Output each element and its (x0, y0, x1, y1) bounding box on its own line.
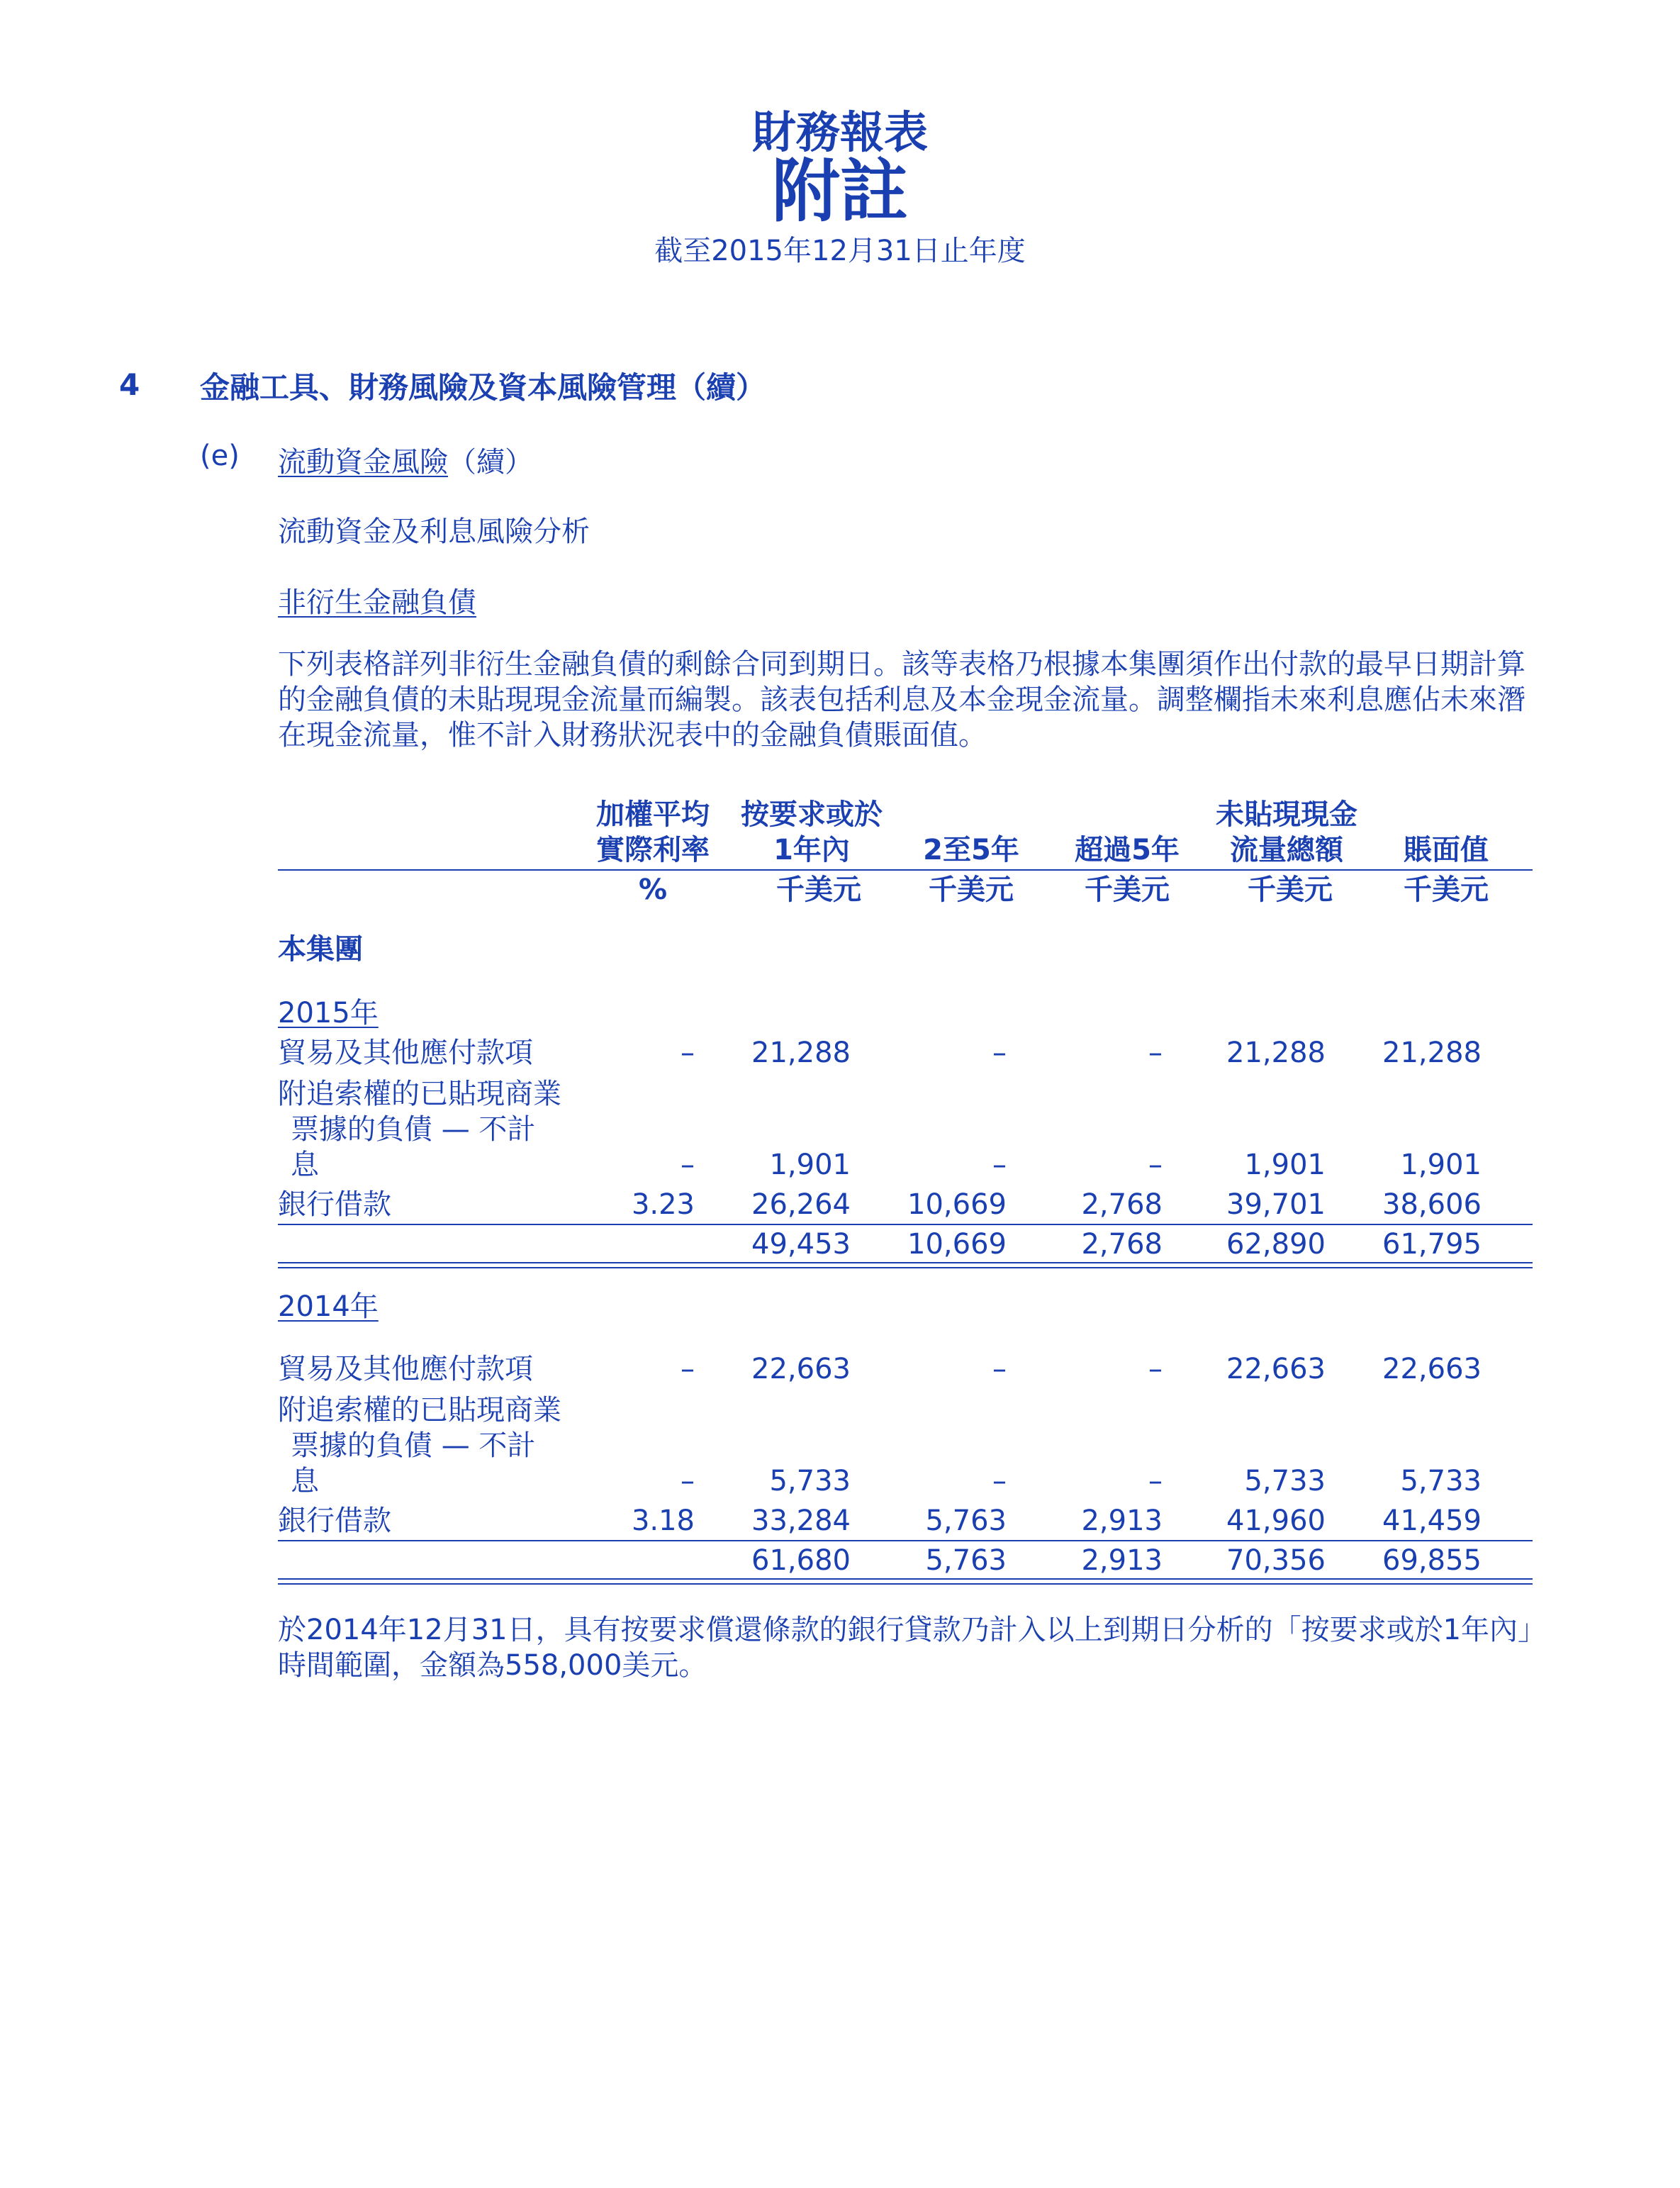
subtotal-rule-2015 (278, 1224, 1533, 1225)
row-label: 銀行借款 (278, 1505, 391, 1537)
cell-over5y: – (1148, 1149, 1163, 1181)
cell-carrying: 5,733 (1400, 1465, 1482, 1497)
cell-2-5y: – (992, 1037, 1007, 1069)
subsection-title-text: 流動資金風險 (278, 446, 448, 479)
footnote: 於2014年12月31日，具有按要求償還條款的銀行貸款乃計入以上到期日分析的「按要求或於1年內」時間範圍，金額為558,000美元。 (278, 1614, 1533, 1682)
cell-total: 22,663 (1226, 1353, 1326, 1385)
col-header-within1y-line1: 按要求或於 (741, 798, 883, 831)
cell-within1y: 22,663 (751, 1353, 851, 1385)
report-title: 財務報表 (751, 106, 928, 158)
cell-total: 5,733 (1244, 1465, 1326, 1497)
cell-total: 1,901 (1244, 1149, 1326, 1181)
notes-title: 附註 (772, 152, 908, 231)
cell-rate: – (681, 1465, 695, 1497)
row-label: 息 (291, 1149, 319, 1181)
cell-over5y: – (1148, 1465, 1163, 1497)
cell-within1y: 26,264 (751, 1188, 851, 1221)
col-header-over5y: 超過5年 (1075, 834, 1180, 866)
analysis-title: 流動資金及利息風險分析 (278, 515, 590, 548)
col-header-within1y-line2: 1年內 (773, 834, 850, 866)
cell-2-5y: – (992, 1353, 1007, 1385)
section-number: 4 (119, 367, 140, 402)
category-title: 非衍生金融負債 (278, 586, 476, 619)
cell-over5y: 2,768 (1081, 1188, 1163, 1221)
total-carrying: 61,795 (1382, 1228, 1482, 1261)
total-over5y: 2,768 (1081, 1228, 1163, 1261)
cell-rate: – (681, 1149, 695, 1181)
total-over5y: 2,913 (1081, 1544, 1163, 1577)
group-label: 本集團 (278, 933, 363, 966)
total-within1y: 61,680 (751, 1544, 851, 1577)
unit-rate: % (638, 873, 668, 906)
total-total: 70,356 (1226, 1544, 1326, 1577)
total-carrying: 69,855 (1382, 1544, 1482, 1577)
cell-rate: 3.23 (631, 1188, 695, 1221)
cell-total: 41,960 (1226, 1505, 1326, 1537)
subsection-label: (e) (200, 440, 240, 472)
total-total: 62,890 (1226, 1228, 1326, 1261)
double-rule-bottom-2015 (278, 1267, 1533, 1268)
col-header-total-line1: 未貼現現金 (1216, 798, 1357, 831)
cell-carrying: 1,901 (1400, 1149, 1482, 1181)
col-header-2-5y: 2至5年 (923, 834, 1019, 866)
total-within1y: 49,453 (751, 1228, 851, 1261)
cell-rate: 3.18 (631, 1505, 695, 1537)
total-2-5y: 5,763 (925, 1544, 1007, 1577)
double-rule-top-2014 (278, 1578, 1533, 1580)
col-header-rate-line2: 實際利率 (596, 834, 710, 866)
unit-within1y: 千美元 (776, 873, 861, 906)
cell-2-5y: – (992, 1465, 1007, 1497)
cell-carrying: 22,663 (1382, 1353, 1482, 1385)
cell-total: 39,701 (1226, 1188, 1326, 1221)
unit-over5y: 千美元 (1085, 873, 1170, 906)
total-2-5y: 10,669 (907, 1228, 1007, 1261)
row-label: 附追索權的已貼現商業 (278, 1078, 561, 1110)
row-label: 貿易及其他應付款項 (278, 1037, 533, 1069)
cell-within1y: 1,901 (769, 1149, 851, 1181)
cell-total: 21,288 (1226, 1037, 1326, 1069)
cell-2-5y: 5,763 (925, 1505, 1007, 1537)
col-header-total-line2: 流量總額 (1230, 834, 1343, 866)
row-label: 息 (291, 1465, 319, 1497)
intro-paragraph: 下列表格詳列非衍生金融負債的剩餘合同到期日。該等表格乃根據本集團須作出付款的最早日期計算的金融負債的未貼現現金流量而編製。該表包括利息及本金現金流量。調整欄指未來利息應佔未來潛在現金流量，惟不計入財務狀況表中的金融負債賬面值。 (278, 648, 1525, 752)
section-title: 金融工具、財務風險及資本風險管理（續） (200, 370, 766, 405)
year-2014-label: 2014年 (278, 1290, 379, 1323)
unit-2-5y: 千美元 (929, 873, 1014, 906)
cell-over5y: – (1148, 1037, 1163, 1069)
unit-total: 千美元 (1248, 873, 1333, 906)
cell-carrying: 38,606 (1382, 1188, 1482, 1221)
cell-carrying: 41,459 (1382, 1505, 1482, 1537)
double-rule-bottom-2014 (278, 1583, 1533, 1585)
double-rule-top-2015 (278, 1262, 1533, 1263)
cell-within1y: 21,288 (751, 1037, 851, 1069)
row-label: 貿易及其他應付款項 (278, 1353, 533, 1385)
row-label: 附追索權的已貼現商業 (278, 1394, 561, 1427)
cell-2-5y: 10,669 (907, 1188, 1007, 1221)
cell-rate: – (681, 1353, 695, 1385)
subsection-title-suffix: （續） (448, 446, 533, 479)
cell-within1y: 33,284 (751, 1505, 851, 1537)
cell-over5y: – (1148, 1353, 1163, 1385)
cell-carrying: 21,288 (1382, 1037, 1482, 1069)
cell-rate: – (681, 1037, 695, 1069)
year-2015-label: 2015年 (278, 997, 379, 1029)
subsection-title (278, 440, 533, 480)
row-label: 票據的負債 — 不計 (291, 1113, 536, 1146)
row-label: 票據的負債 — 不計 (291, 1429, 536, 1462)
col-header-carrying: 賬面值 (1404, 834, 1489, 866)
cell-2-5y: – (992, 1149, 1007, 1181)
row-label: 銀行借款 (278, 1188, 391, 1221)
cell-over5y: 2,913 (1081, 1505, 1163, 1537)
header-rule (278, 869, 1533, 871)
col-header-rate-line1: 加權平均 (596, 798, 710, 831)
period-label: 截至2015年12月31日止年度 (654, 235, 1026, 267)
unit-carrying: 千美元 (1404, 873, 1489, 906)
subtotal-rule-2014 (278, 1540, 1533, 1541)
cell-within1y: 5,733 (769, 1465, 851, 1497)
